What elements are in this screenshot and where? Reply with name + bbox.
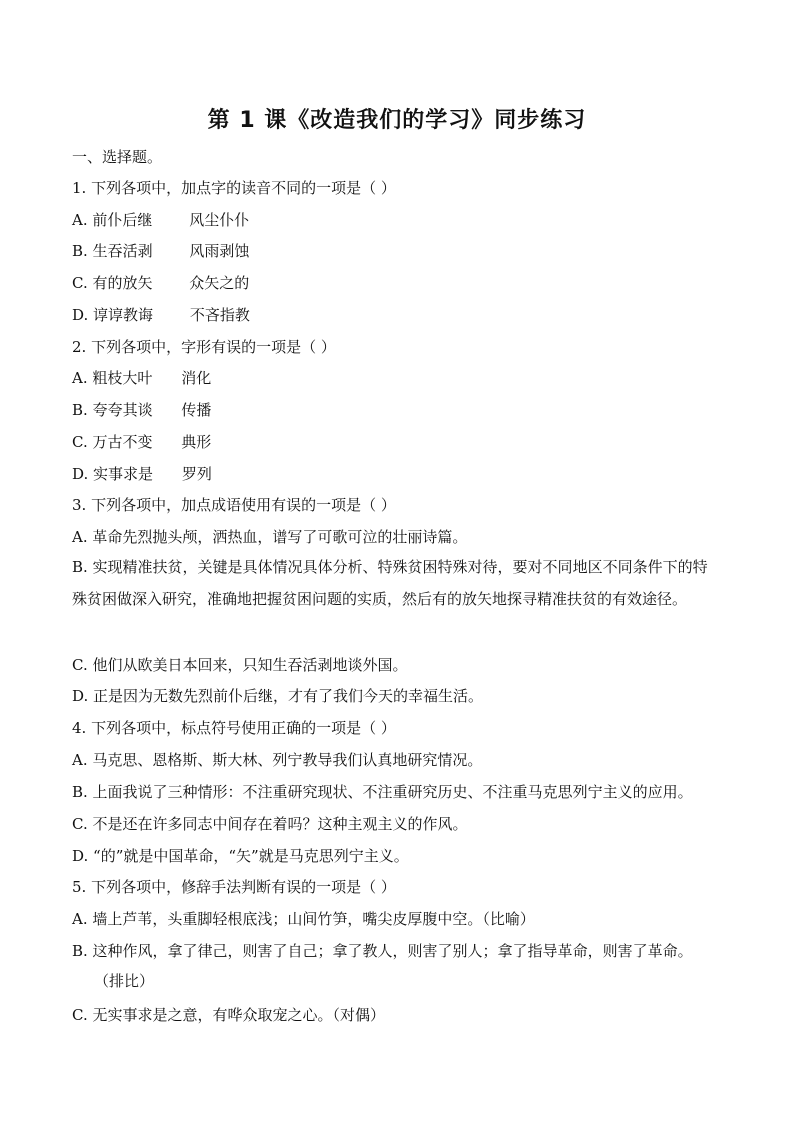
option-letter: A. — [72, 369, 88, 387]
option-word-2: 消化 — [181, 369, 212, 387]
question-3-option-a: A. 革命先烈抛头颅，洒热血，谱写了可歌可泣的壮丽诗篇。 — [72, 528, 468, 546]
option-word-1: 万古不变 — [92, 433, 153, 451]
question-2-option-b — [72, 399, 211, 420]
option-word-2: 罗列 — [181, 465, 212, 483]
option-word-2: 传播 — [181, 401, 212, 419]
option-word-1: 夸夸其谈 — [92, 401, 153, 419]
question-5-option-b: B. 这种作风，拿了律己，则害了自己；拿了教人，则害了别人；拿了指导革命，则害了革命。 — [72, 942, 693, 960]
question-5-stem: 5. 下列各项中，修辞手法判断有误的一项是（ ） — [72, 878, 396, 896]
question-2-stem: 2. 下列各项中，字形有误的一项是（ ） — [72, 338, 336, 356]
option-letter: D. — [72, 306, 89, 324]
option-word-1: 粗枝大叶 — [92, 369, 153, 387]
question-5-option-c: C. 无实事求是之意，有哗众取宠之心。（对偶） — [72, 1006, 385, 1024]
question-2-option-c — [72, 431, 211, 452]
option-word-2: 不吝指教 — [189, 306, 250, 324]
option-word-2: 典形 — [181, 433, 212, 451]
option-letter: A. — [72, 211, 88, 229]
question-3-option-d: D. 正是因为无数先烈前仆后继，才有了我们今天的幸福生活。 — [72, 687, 484, 705]
option-word-2: 风雨剥蚀 — [189, 242, 250, 260]
option-word-1: 谆谆教诲 — [93, 306, 154, 324]
option-word-1: 实事求是 — [93, 465, 154, 483]
option-word-1: 生吞活剥 — [92, 242, 153, 260]
option-letter: D. — [72, 465, 89, 483]
question-1-option-a — [72, 209, 249, 230]
question-4-option-c: C. 不是还在许多同志中间存在着吗？这种主观主义的作风。 — [72, 815, 468, 833]
option-word-2: 众矢之的 — [189, 274, 250, 292]
question-2-option-d — [72, 463, 212, 484]
question-1-option-d — [72, 304, 250, 325]
question-4-option-a: A. 马克思、恩格斯、斯大林、列宁教导我们认真地研究情况。 — [72, 751, 483, 769]
option-letter: C. — [72, 274, 88, 292]
option-letter: B. — [72, 401, 88, 419]
question-4-option-b: B. 上面我说了三种情形：不注重研究现状、不注重研究历史、不注重马克思列宁主义的应用。 — [72, 783, 693, 801]
question-4-stem: 4. 下列各项中，标点符号使用正确的一项是（ ） — [72, 719, 396, 737]
question-3-stem: 3. 下列各项中，加点成语使用有误的一项是（ ） — [72, 496, 396, 514]
section-heading: 一、选择题。 — [72, 148, 163, 166]
option-letter: B. — [72, 242, 88, 260]
option-word-2: 风尘仆仆 — [189, 211, 250, 229]
question-4-option-d: D. “的”就是中国革命，“矢”就是马克思列宁主义。 — [72, 847, 409, 865]
question-1-option-b — [72, 240, 249, 261]
question-2-option-a — [72, 367, 211, 388]
question-5-option-b-continued: （排比） — [94, 972, 155, 990]
question-3-option-b: B. 实现精准扶贫，关键是具体情况具体分析、特殊贫困特殊对待，要对不同地区不同条件下的特殊贫困做深入研究，准确地把握贫困问题的实质，然后有的放矢地探寻精准扶贫的有效途径。 — [72, 558, 708, 608]
option-word-1: 有的放矢 — [92, 274, 153, 292]
option-letter: C. — [72, 433, 88, 451]
question-5-option-a: A. 墙上芦苇，头重脚轻根底浅；山间竹笋，嘴尖皮厚腹中空。（比喻） — [72, 910, 535, 928]
page-title: 第 1 课《改造我们的学习》同步练习 — [207, 108, 587, 133]
option-word-1: 前仆后继 — [92, 211, 153, 229]
question-1-stem: 1. 下列各项中，加点字的读音不同的一项是（ ） — [72, 179, 396, 197]
question-3-option-c: C. 他们从欧美日本回来，只知生吞活剥地谈外国。 — [72, 656, 408, 674]
question-1-option-c — [72, 272, 249, 293]
